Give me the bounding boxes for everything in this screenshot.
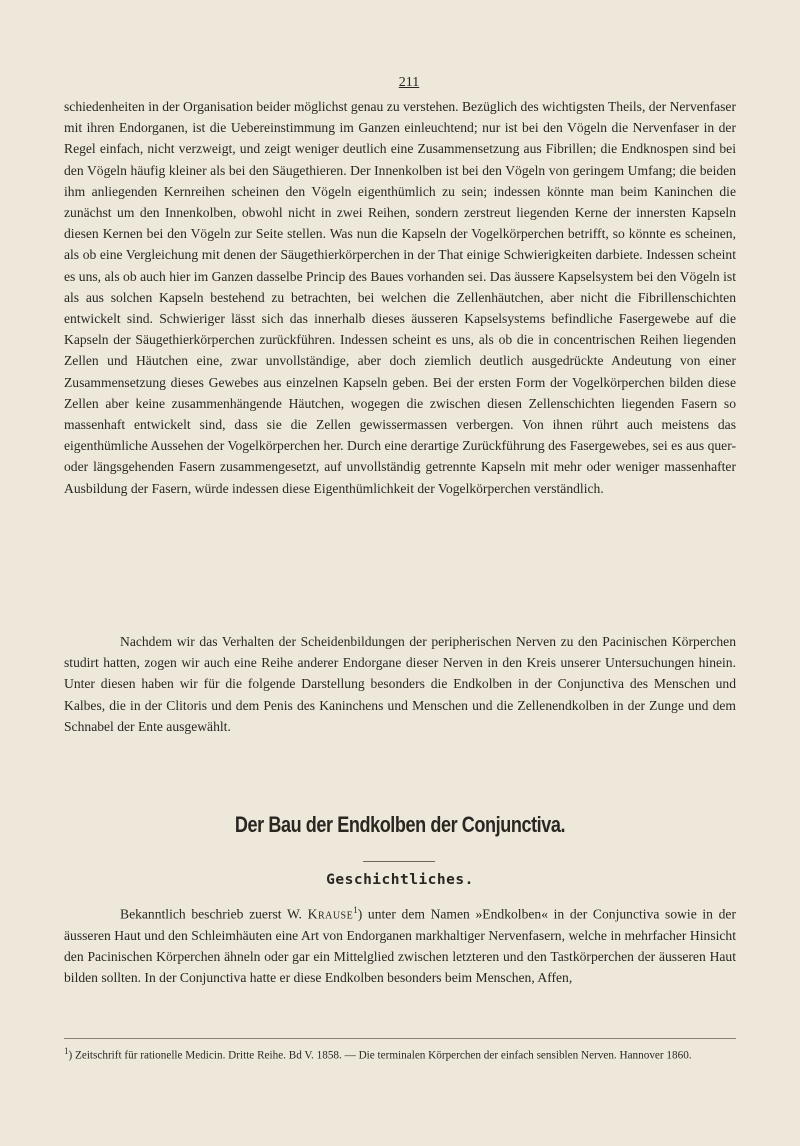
section-title: Der Bau der Endkolben der Conjunctiva. xyxy=(234,812,566,837)
footnote xyxy=(64,1042,736,1065)
page-number: 211 xyxy=(398,75,420,90)
footnote-text: ) Zeitschrift für rationelle Medicin. Dritte Reihe. Bd V. 1858. — Die terminalen Körperchen der einfach sensiblen Nerven. Hannover 1860. xyxy=(68,1049,692,1062)
footnote-divider xyxy=(64,1038,736,1039)
paragraph-geschichtliches xyxy=(64,900,736,988)
footnote-marker: 1 xyxy=(64,1046,69,1056)
paragraph-text-before: Bekanntlich beschrieb zuerst W. xyxy=(120,906,308,922)
section-divider xyxy=(363,861,435,862)
subsection-title: Geschichtliches. xyxy=(326,872,474,888)
paragraph-text-after: ) unter dem Namen »Endkolben« in der Conjunctiva sowie in der äusseren Haut und den Schleimhäuten eine Art von Endorganen markhaltiger Nervenfasern, welche in mehrfacher Hinsicht den Pacinischen Körperchen ähneln oder gar ein Mittelglied zwischen letzteren und den Tastkörperchen der äusseren Haut bilden sollten. In der Conjunctiva hatte er diese Endkolben besonders beim Menschen, Affen, xyxy=(64,906,736,986)
footnote-reference: 1 xyxy=(353,905,358,915)
paragraph-continued: schiedenheiten in der Organisation beider möglichst genau zu verstehen. Bezüglich des wichtigsten Theils, der Nervenfaser mit ihren Endorganen, ist die Uebereinstimmung im Ganzen einleuchtend; nur ist bei den Vögeln die Nervenfaser in der Regel einfach, nicht verzweigt, und zeigt weniger deutlich eine Zusammensetzung aus Fibrillen; die Endknospen sind bei den Vögeln häufig kleiner als bei den Säugethieren. Der Innenkolben ist bei den Vögeln von geringem Umfang; die beiden ihm anliegenden Kernreihen scheinen den Vögeln eigenthümlich zu sein; indessen könnte man beim Kaninchen die zunächst um den Innenkolben, obwohl nicht in zwei Reihen, sondern zerstreut liegenden Kerne der innersten Kapseln diesen Kernen bei den Vögeln zur Seite stellen. Was nun die Kapseln der Vogelkörperchen betrifft, so könnte es scheinen, als ob eine Vergleichung mit denen der Säugethierkörperchen in der That einige Schwierigkeiten darbiete. Indessen scheint es uns, als ob auch hier im Ganzen dasselbe Princip des Baues vorhanden sei. Das äussere Kapselsystem bei den Vögeln ist als aus solchen Kapseln bestehend zu betrachten, bei welchen die Zellenhäutchen, aber nicht die Fibrillenschichten entwickelt sind. Schwieriger lässt sich das innerhalb dieses äusseren Kapselsystems befindliche Fasergewebe auf die Kapseln der Säugethierkörperchen zurückführen. Indessen scheint es uns, als ob die in concentrischen Reihen liegenden Zellen und Häutchen eine, zwar unvollständige, aber doch ziemlich deutlich ausgedrückte Andeutung von einer Zusammensetzung dieses Gewebes aus einzelnen Kapseln geben. Bei der ersten Form der Vogelkörperchen bilden diese Zellen aber keine zusammenhängende Häutchen, wogegen die zwischen diesen Zellenschichten liegenden Fasern so massenhaft entwickelt sind, dass sie die Zellen gewissermassen verbergen. Von ihnen rührt auch meistens das eigenthümliche Aussehen der Vogelkörperchen her. Durch eine derartige Zurückführung des Fasergewebes, sei es aus quer- oder längsgehenden Fasern zusammengesetzt, auf unvollständig getrennte Kapseln mit mehr oder weniger massenhafter Ausbildung der Fasern, würde indessen diese Eigenthümlichkeit der Vogelkörperchen verständlich. xyxy=(64,99,736,496)
author-name: Krause xyxy=(307,906,354,922)
paragraph-endorgane: Nachdem wir das Verhalten der Scheidenbildungen der peripherischen Nerven zu den Pacinischen Körperchen studirt hatten, zogen wir auch eine Reihe anderer Endorgane dieser Nerven in den Kreis unserer Untersuchungen hinein. Unter diesen haben wir für die folgende Darstellung besonders die Endkolben in der Conjunctiva des Menschen und Kalbes, die in der Clitoris und dem Penis des Kaninchens und Menschen und die Zellenendkolben in der Zunge und dem Schnabel der Ente ausgewählt. xyxy=(64,634,736,734)
